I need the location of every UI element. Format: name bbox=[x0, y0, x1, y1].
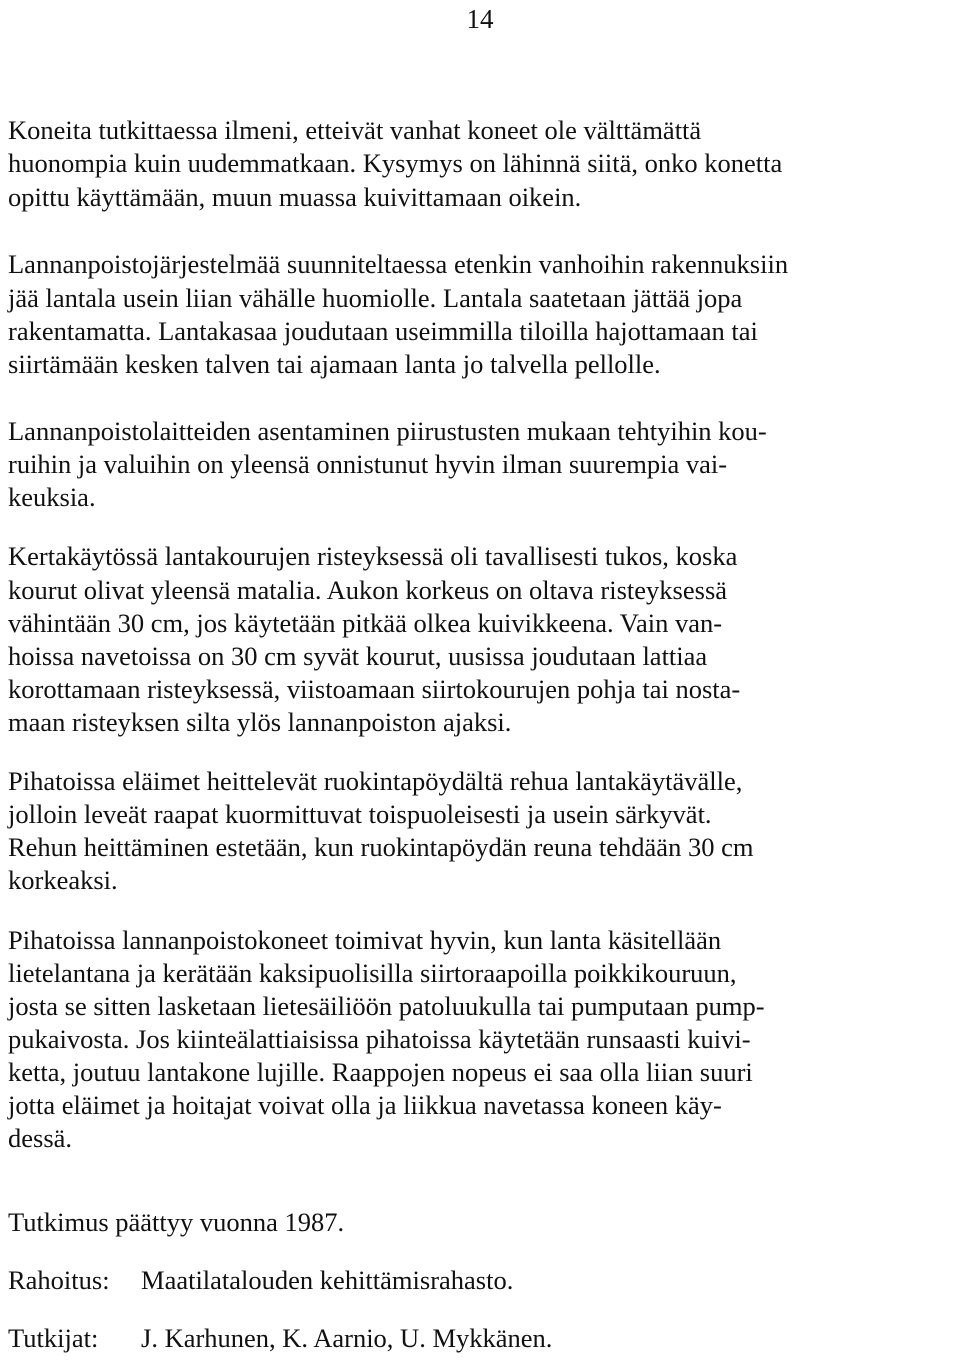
text-line: rakentamatta. Lantakasaa joudutaan useimmilla tiloilla hajottamaan tai bbox=[8, 316, 758, 346]
text-line: jotta eläimet ja hoitajat voivat olla ja liikkua navetassa koneen käy- bbox=[8, 1090, 722, 1120]
text-line: Kertakäytössä lantakourujen risteyksessä oli tavallisesti tukos, koska bbox=[8, 541, 738, 571]
text-line: Lannanpoistolaitteiden asentaminen piirustusten mukaan tehtyihin kou- bbox=[8, 416, 767, 446]
text-line: huonompia kuin uudemmatkaan. Kysymys on lähinnä siitä, onko konetta bbox=[8, 148, 783, 178]
text-line: korkeaksi. bbox=[8, 865, 118, 895]
text-line: dessä. bbox=[8, 1123, 73, 1153]
text-line: Pihatoissa lannanpoistokoneet toimivat hyvin, kun lanta käsitellään bbox=[8, 925, 722, 955]
text-line: Rehun heittäminen estetään, kun ruokintapöydän reuna tehdään 30 cm bbox=[8, 832, 754, 862]
funding-value: Maatilatalouden kehittämisrahasto. bbox=[141, 1265, 514, 1295]
text-line: siirtämään kesken talven tai ajamaan lanta jo talvella pellolle. bbox=[8, 349, 661, 379]
page-number: 14 bbox=[466, 4, 494, 34]
text-line: Lannanpoistojärjestelmää suunniteltaessa etenkin vanhoihin rakennuksiin bbox=[8, 249, 789, 279]
text-line: Pihatoissa eläimet heittelevät ruokintapöydältä rehua lantakäytävälle, bbox=[8, 766, 743, 796]
text-line: kourut olivat yleensä matalia. Aukon korkeus on oltava risteyksessä bbox=[8, 575, 728, 605]
funding-label: Rahoitus: bbox=[8, 1265, 110, 1295]
researchers-row bbox=[8, 1322, 552, 1354]
text-line: lietelantana ja kerätään kaksipuolisilla siirtoraapoilla poikkikouruun, bbox=[8, 958, 737, 988]
text-line: ruihin ja valuihin on yleensä onnistunut hyvin ilman suurempia vai- bbox=[8, 449, 728, 479]
text-line: jää lantala usein liian vähälle huomiolle. Lantala saatetaan jättää jopa bbox=[8, 283, 743, 313]
text-line: josta se sitten lasketaan lietesäiliöön patoluukulla tai pumputaan pump- bbox=[8, 991, 765, 1021]
text-line: ketta, joutuu lantakone lujille. Raappojen nopeus ei saa olla liian suuri bbox=[8, 1057, 753, 1087]
funding-row bbox=[8, 1264, 513, 1296]
text-line: pukaivosta. Jos kiinteälattiaisissa pihatoissa käytetään runsaasti kuivi- bbox=[8, 1024, 751, 1054]
completion-statement: Tutkimus päättyy vuonna 1987. bbox=[8, 1207, 345, 1237]
researchers-value: J. Karhunen, K. Aarnio, U. Mykkänen. bbox=[141, 1323, 553, 1353]
text-line: maan risteyksen silta ylös lannanpoiston ajaksi. bbox=[8, 707, 512, 737]
text-line: korottamaan risteyksessä, viistoamaan siirtokourujen pohja tai nosta- bbox=[8, 674, 741, 704]
text-line: opittu käyttämään, muun muassa kuivittamaan oikein. bbox=[8, 182, 582, 212]
text-line: hoissa navetoissa on 30 cm syvät kourut, uusissa joudutaan lattiaa bbox=[8, 641, 708, 671]
text-line: keuksia. bbox=[8, 482, 96, 512]
text-line: jolloin leveät raapat kuormittuvat toispuoleisesti ja usein särkyvät. bbox=[8, 799, 712, 829]
researchers-label: Tutkijat: bbox=[8, 1323, 99, 1353]
text-line: vähintään 30 cm, jos käytetään pitkää olkea kuivikkeena. Vain van- bbox=[8, 608, 723, 638]
text-line: Koneita tutkittaessa ilmeni, etteivät vanhat koneet ole välttämättä bbox=[8, 115, 702, 145]
